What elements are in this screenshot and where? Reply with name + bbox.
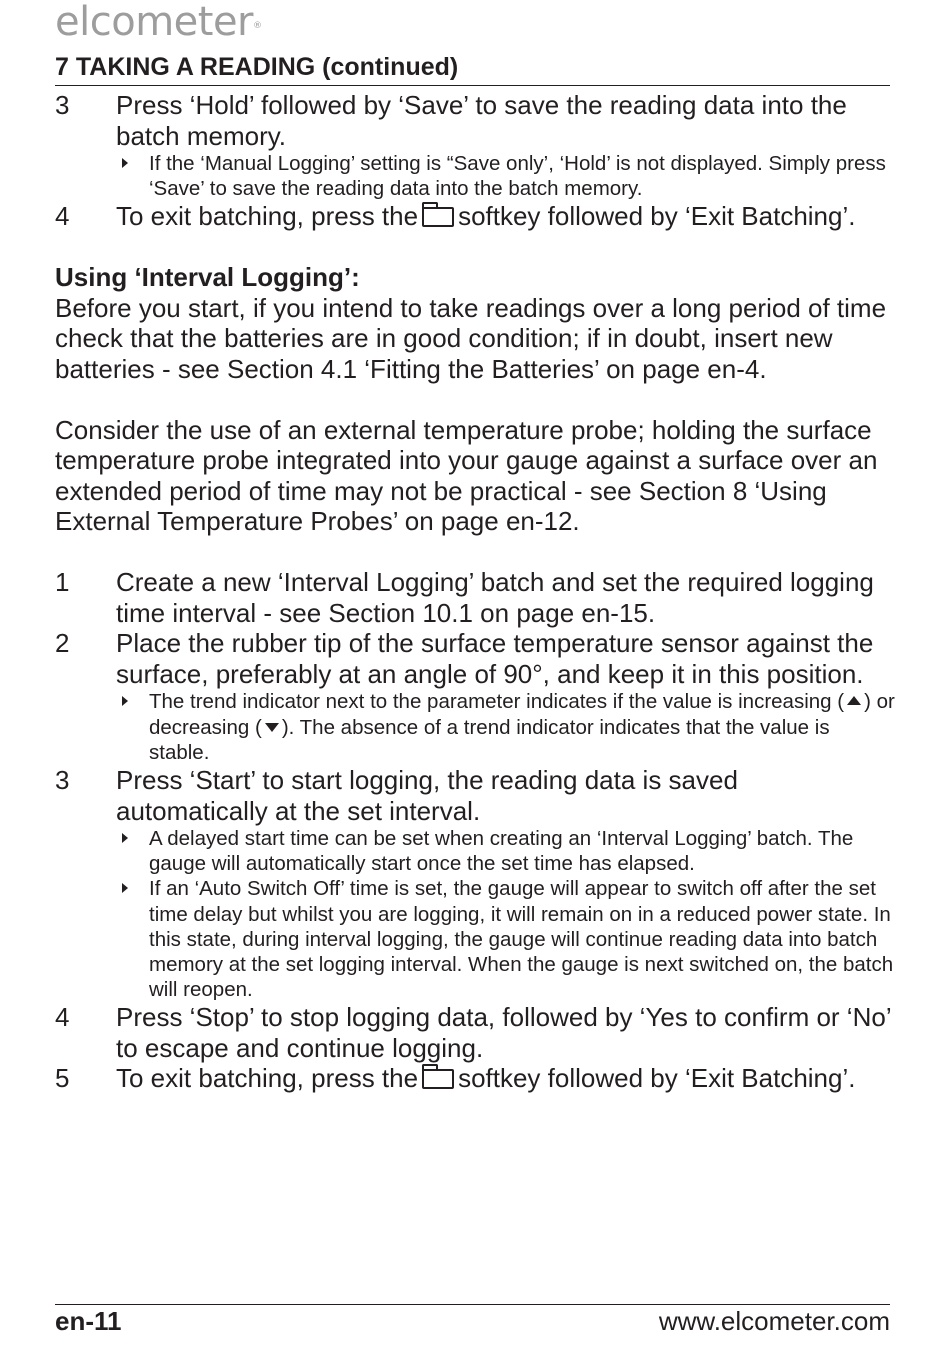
step-2-place-sensor [55,628,895,689]
step-4-exit-batching [55,201,895,232]
section-title: 7 TAKING A READING (continued) [55,53,459,81]
step-text: Press ‘Start’ to start logging, the reading data is saved automatically at the set interval. [116,765,738,826]
step-text-after: softkey followed by ‘Exit Batching’. [458,1063,856,1094]
step-text: Press ‘Hold’ followed by ‘Save’ to save the reading data into the batch memory. [116,90,847,151]
footer-divider [55,1304,890,1305]
bullet-text-b: ) or decreasing ( [149,690,895,739]
folder-softkey-icon [422,1069,454,1089]
batteries-paragraph: Before you start, if you intend to take readings over a long period of time check that the batteries are in good condition; if in doubt, insert new batteries - see Section 4.1 ‘Fitting the Batteries’ on page en-4. [55,292,887,384]
step-number: 4 [55,201,70,232]
folder-softkey-icon [422,207,454,227]
step-number: 1 [55,567,70,598]
step-1-create-batch [55,567,895,628]
step-3-start-logging [55,765,895,826]
bullet-arrow-icon [122,833,128,843]
bullet-arrow-icon [122,696,128,706]
step-5-exit-batching [55,1063,895,1094]
trend-down-icon [265,723,279,732]
step-number: 5 [55,1063,70,1094]
trend-up-icon [847,696,861,705]
step-number: 4 [55,1002,70,1033]
step-number: 2 [55,628,70,659]
page-content [55,90,895,1094]
bullet-text: If an ‘Auto Switch Off’ time is set, the gauge will appear to switch off after the set time delay but whilst you are logging, it will remain on in a reduced power state. In this state, during interval logging, the gauge will continue reading data into batch memory at the set logging interval. When the gauge is next switched on, the batch will reopen. [149,877,894,1002]
bullet-manual-logging [55,151,895,201]
step-text-after: softkey followed by ‘Exit Batching’. [458,201,856,232]
bullet-trend-indicator [55,689,895,765]
step-text: Create a new ‘Interval Logging’ batch and set the required logging time interval - see Section 10.1 on page en-15. [116,567,874,628]
header-divider [55,85,890,86]
logo-text: elcometer [55,0,253,45]
step-number: 3 [55,765,70,796]
step-4-stop-logging [55,1002,895,1063]
external-probe-paragraph: Consider the use of an external temperature probe; holding the surface temperature probe integrated into your gauge against a surface over an extended period of time may not be practical - see Section 8 ‘Using External Temperature Probes’ on page en-12. [55,414,878,537]
bullet-arrow-icon [122,883,128,893]
registered-mark: ® [253,21,262,31]
page-number: en-11 [55,1306,122,1336]
bullet-text: A delayed start time can be set when creating an ‘Interval Logging’ batch. The gauge will automatically start once the set time has elapsed. [149,827,854,876]
bullet-text-a: The trend indicator next to the parameter indicates if the value is increasing ( [149,690,845,714]
interval-logging-heading: Using ‘Interval Logging’: [55,262,360,293]
bullet-text: If the ‘Manual Logging’ setting is “Save only’, ‘Hold’ is not displayed. Simply press ‘Save’ to save the reading data into the batch memory. [149,152,886,201]
step-text-before: To exit batching, press the [116,201,419,232]
step-text: Press ‘Stop’ to stop logging data, followed by ‘Yes to confirm or ‘No’ to escape and continue logging. [116,1002,891,1063]
step-text: Place the rubber tip of the surface temperature sensor against the surface, preferably at an angle of 90°, and keep it in this position. [116,628,874,689]
bullet-delayed-start [55,826,895,876]
website-url: www.elcometer.com [658,1306,890,1336]
bullet-text-c: ). The absence of a trend indicator indicates that the value is stable. [149,715,830,764]
bullet-auto-switch-off [55,876,895,1002]
bullet-arrow-icon [122,158,128,168]
step-number: 3 [55,90,70,120]
step-3-hold-save [55,90,895,151]
elcometer-logo [55,0,262,44]
step-text-before: To exit batching, press the [116,1063,419,1094]
